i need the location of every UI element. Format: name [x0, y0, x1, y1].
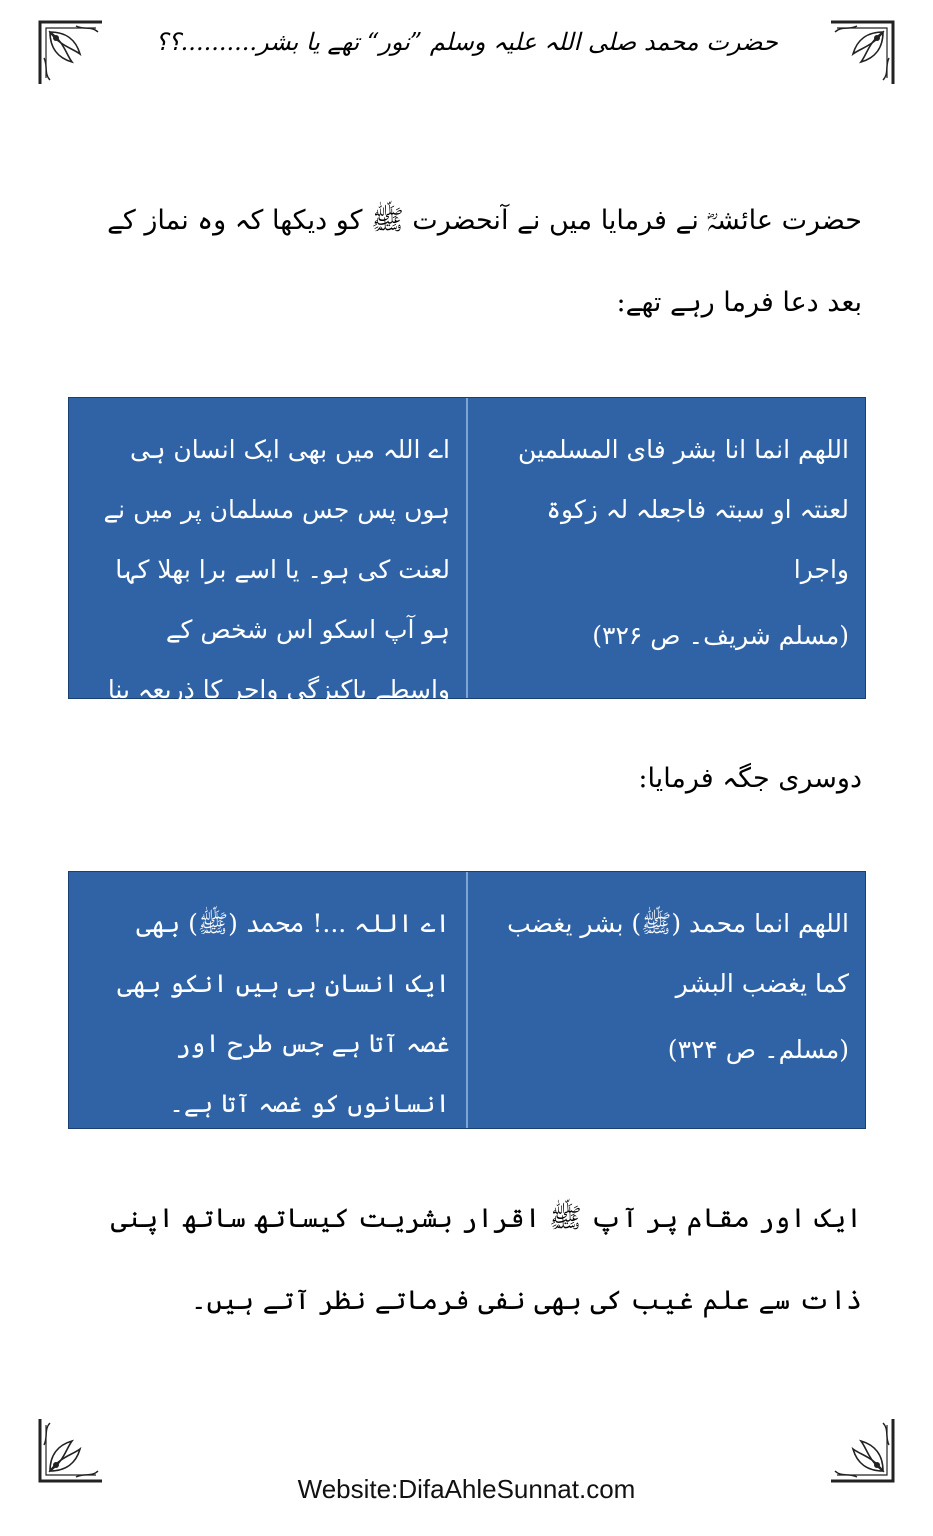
hadith-reference: (مسلم۔ ص ۳۲۴)	[667, 1035, 849, 1064]
website-footer: Website:DifaAhleSunnat.com	[297, 1474, 636, 1504]
floral-corner-top-right-icon	[827, 18, 897, 88]
hadith-translation-cell	[69, 398, 466, 764]
hadith-translation-cell	[69, 872, 466, 1128]
hadith-arabic-cell	[466, 398, 865, 698]
floral-corner-top-left-icon	[36, 18, 106, 88]
hadith-arabic-text: اللھم انما انا بشر فای المسلمین لعنتہ او سبتہ فاجعلہ لہ زکوۃ واجرا	[517, 435, 849, 584]
closing-paragraph: ایک اور مقام پر آپ ﷺ اقرار بشریت کیساتھ ساتھ اپنی ذات سے علم غیب کی بھی نفی فرماتے نظر آتے ہیں۔	[110, 1203, 862, 1316]
hadith-translation-text: اے اللہ ...! محمد (ﷺ) بھی ایک انسان ہی ہیں انکو بھی غصہ آتا ہے جس طرح اور انسانوں کو غصہ آتا ہے۔	[117, 909, 450, 1118]
hadith-box-2	[68, 871, 866, 1129]
hadith-reference: (مسلم شریف۔ ص ۳۲۶)	[592, 621, 849, 650]
hadith-arabic-cell	[466, 872, 865, 1128]
intro-paragraph: حضرت عائشہؓ نے فرمایا میں نے آنحضرت ﷺ کو دیکھا کہ وہ نماز کے بعد دعا فرما رہے تھے:	[107, 205, 862, 318]
hadith-arabic-text: اللھم انما محمد (ﷺ) بشر یغضب کما یغضب البشر	[507, 909, 849, 998]
hadith-translation-text: اے اللہ میں بھی ایک انسان ہی ہوں پس جس مسلمان پر میں نے لعنت کی ہو۔ یا اسے برا بھلا کہا ہو آپ اسکو اس شخص کے واسطے پاکیزگی واجر کا ذریعہ بنا دیجئیے۔	[103, 435, 450, 764]
hadith-box-1	[68, 397, 866, 764]
page-title: حضرت محمد صلی اللہ علیہ وسلم ”نور“ تھے یا بشر..........؟؟	[155, 28, 778, 56]
second-place-heading: دوسری جگہ فرمایا:	[638, 763, 862, 794]
